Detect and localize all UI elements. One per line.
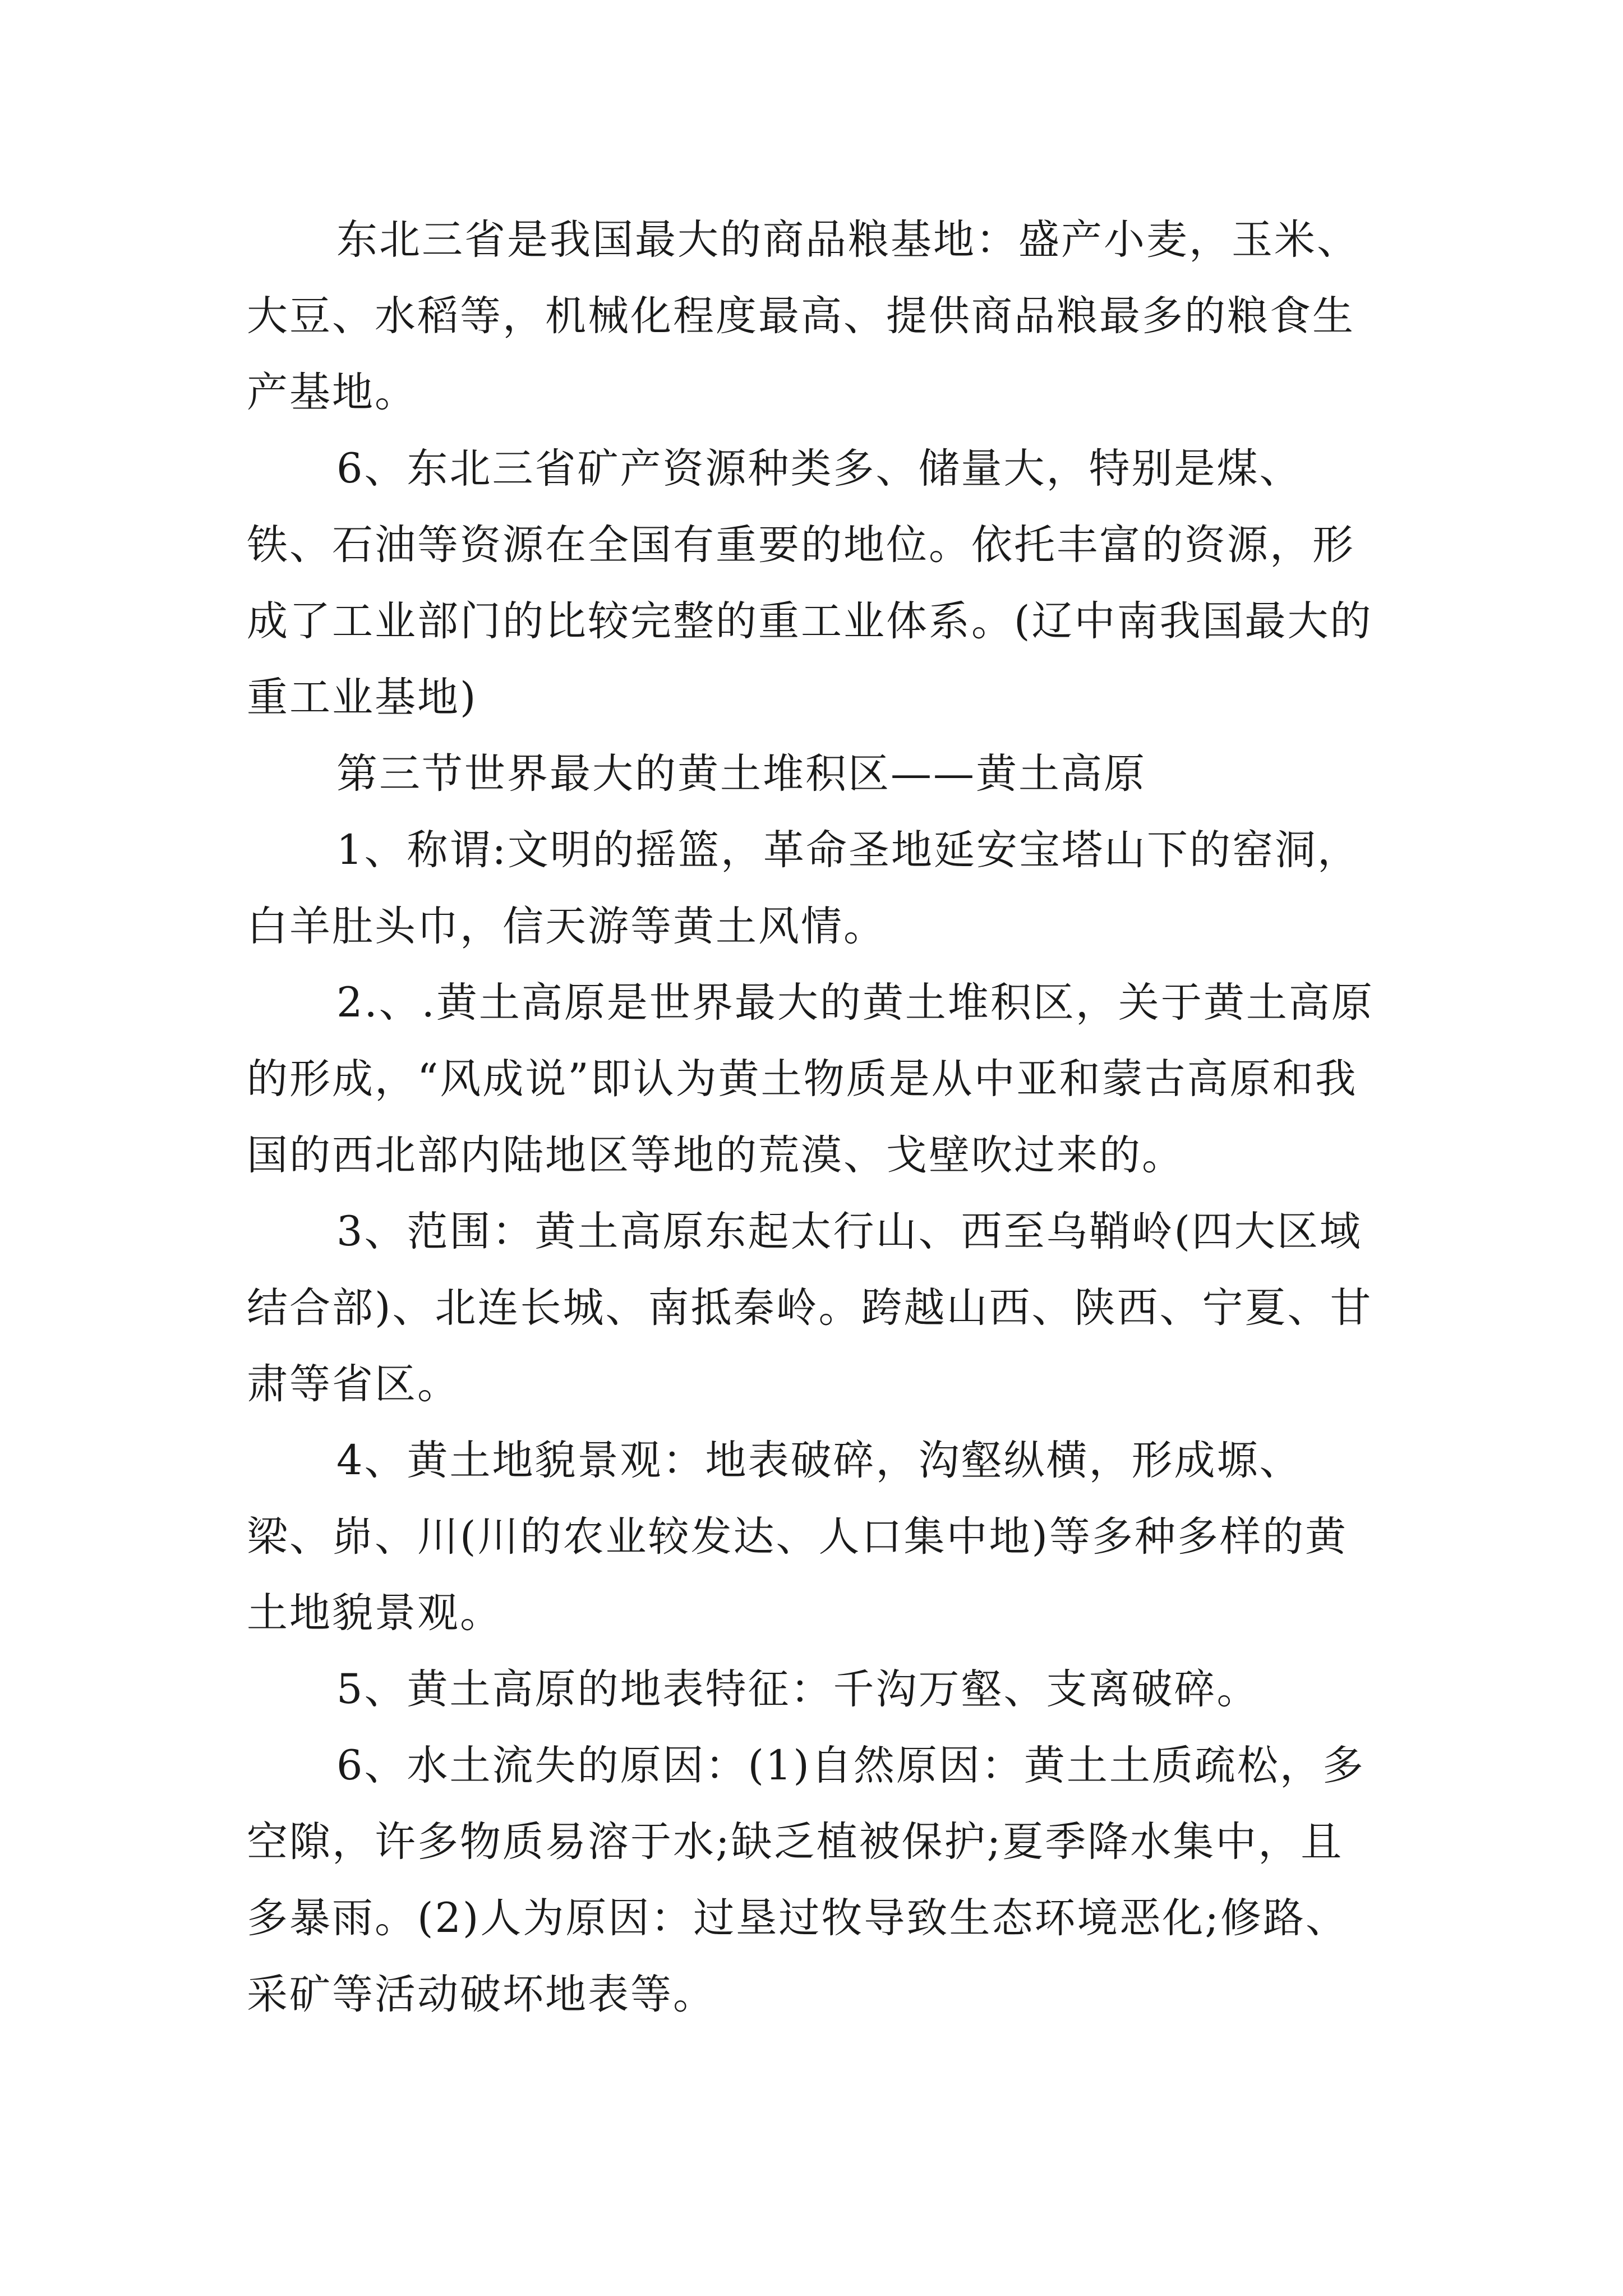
section-heading-loess-plateau: 第三节世界最大的黄土堆积区——黄土高原 (336, 750, 1146, 798)
document-body (247, 202, 1377, 2033)
paragraph-extent: 3、范围：黄土高原东起太行山、西至乌鞘岭(四大区域结合部)、北连长城、南抵秦岭。跨越山西、陕西、宁夏、甘肃等省区。 (247, 1208, 1373, 1408)
paragraph-appellation: 1、称谓:文明的摇篮，革命圣地延安宝塔山下的窑洞，白羊肚头巾，信天游等黄土风情。 (247, 826, 1361, 950)
paragraph-landforms: 4、黄土地貌景观：地表破碎，沟壑纵横，形成塬、梁、峁、川(川的农业较发达、人口集中地)等多种多样的黄土地貌景观。 (247, 1437, 1348, 1637)
paragraph-soil-erosion-causes: 6、水土流失的原因：(1)自然原因：黄土土质疏松，多空隙，许多物质易溶于水;缺乏植被保护;夏季降水集中，且多暴雨。(2)人为原因：过垦过牧导致生态环境恶化;修路、采矿等活动破坏地表等。 (247, 1742, 1365, 2018)
paragraph-formation: 2.、.黄土高原是世界最大的黄土堆积区，关于黄土高原的形成，“风成说”即认为黄土物质是从中亚和蒙古高原和我国的西北部内陆地区等地的荒漠、戈壁吹过来的。 (247, 979, 1374, 1179)
paragraph-mineral-resources: 6、东北三省矿产资源种类多、储量大，特别是煤、铁、石油等资源在全国有重要的地位。依托丰富的资源，形成了工业部门的比较完整的重工业体系。(辽中南我国最大的重工业基地) (247, 445, 1373, 721)
paragraph-grain-base: 东北三省是我国最大的商品粮基地：盛产小麦，玉米、大豆、水稻等，机械化程度最高、提供商品粮最多的粮食生产基地。 (247, 216, 1359, 416)
paragraph-surface-features: 5、黄土高原的地表特征：千沟万壑、支离破碎。 (336, 1665, 1260, 1713)
